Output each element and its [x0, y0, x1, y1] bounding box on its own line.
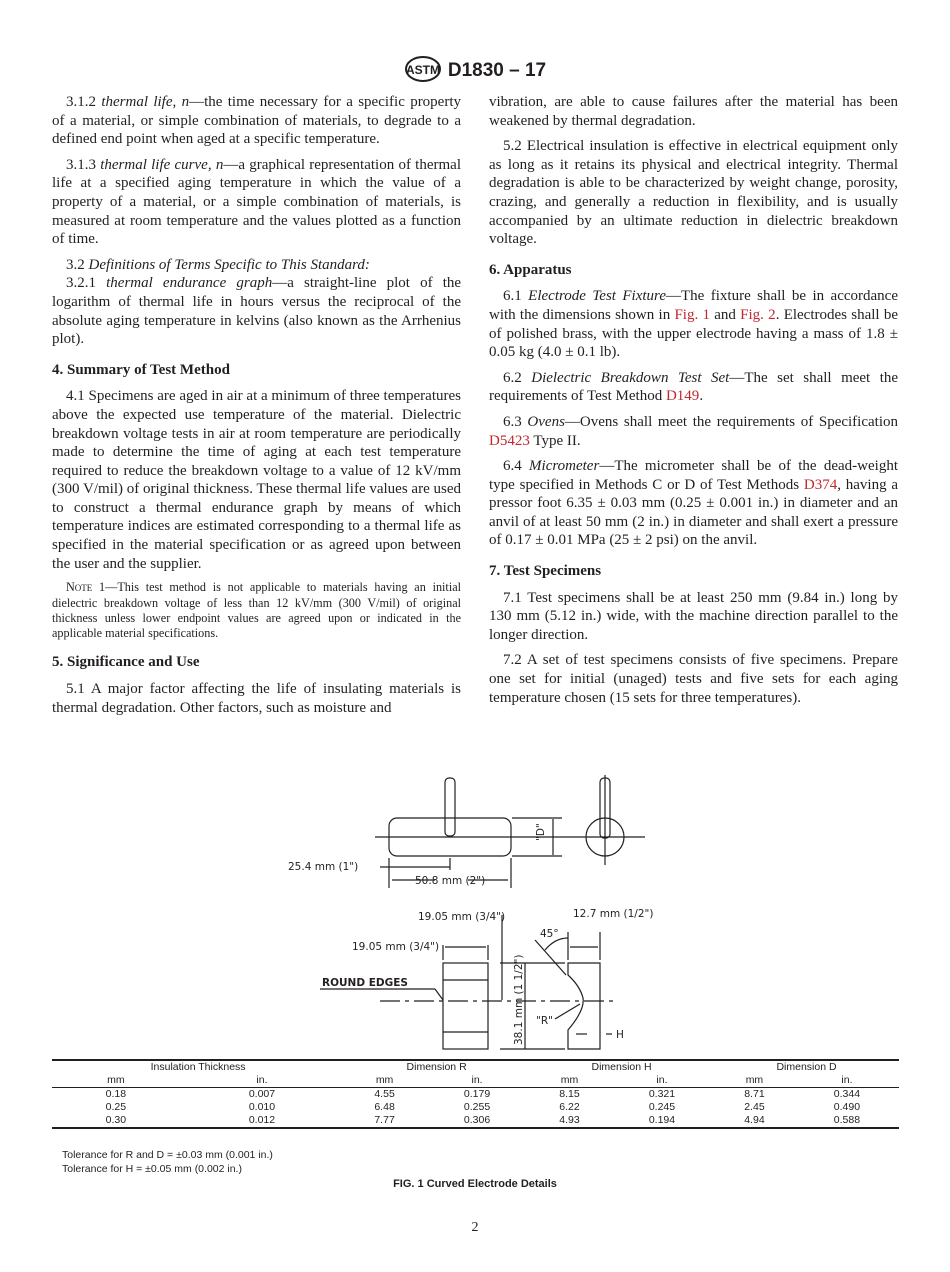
unit-header: in.: [180, 1074, 344, 1088]
table-cell: 0.490: [833, 1101, 861, 1113]
table-row: [52, 1088, 899, 1102]
table-cell: 6.22: [559, 1101, 580, 1113]
para-7-1: 7.1 Test specimens shall be at least 250 mm (9.84 in.) long by 130 mm (5.12 in.) wide, with the machine direction parallel to the longer direction.: [489, 589, 898, 643]
dimension-r-label: "R": [536, 1015, 553, 1027]
unit-header: mm: [714, 1074, 795, 1088]
section-6-heading: 6. Apparatus: [489, 261, 572, 278]
para-6-1: 6.1 Electrode Test Fixture—The fixture shall be in accordance with the dimensions shown in Fig. 1 and Fig. 2. Electrodes shall be of polished brass, with the upper electrode having a mass of 1.8 ± 0.05 kg (4.0 ± 0.1 lb).: [489, 288, 898, 361]
tolerance-notes: Tolerance for R and D = ±0.03 mm (0.001 in.) Tolerance for H = ±0.05 mm (0.002 in.): [62, 1149, 273, 1175]
table-cell: 0.321: [648, 1088, 676, 1100]
para-3-1-2: 3.1.2 thermal life, n—the time necessary for a specific property of a material, or simple combination of materials, to degrade to a defined end point when aged at a specific temperature.: [52, 94, 462, 148]
dim-38-1-label: 38.1 mm (1 1/2"): [513, 954, 525, 1045]
unit-header: in.: [425, 1074, 529, 1088]
table-row: [52, 1114, 899, 1128]
left-column: [52, 93, 461, 724]
para-6-2: 6.2 Dielectric Breakdown Test Set—The set shall meet the requirements of Test Method D149.: [489, 369, 899, 405]
table-cell: 4.55: [374, 1088, 395, 1100]
dim-19-05-left-label: 19.05 mm (3/4"): [352, 941, 440, 953]
dim-25-4-label: 25.4 mm (1"): [288, 861, 359, 873]
para-3-2-1: 3.2.1 thermal endurance graph—a straight-line plot of the logarithm of thermal life in hours versus the reciprocal of the absolute aging temperature in kelvins (also known as the Arrhenius plot).: [52, 275, 462, 348]
table-cell: 7.77: [374, 1114, 395, 1126]
para-7-2: 7.2 A set of test specimens consists of five specimens. Prepare one set for initial (unaged) tests and five sets for each aging temperature chosen (15 sets for three temperatures).: [489, 652, 898, 706]
table-cell: 0.179: [463, 1088, 491, 1100]
standard-designation: D1830 – 17: [447, 60, 547, 81]
electrode-drawing: [288, 770, 660, 1050]
table-cell: 0.245: [648, 1101, 676, 1113]
d374-link[interactable]: D374: [803, 476, 838, 493]
dim-19-05-top-label: 19.05 mm (3/4"): [418, 911, 506, 923]
dimension-h-label: H: [616, 1029, 624, 1041]
table-cell: 0.30: [105, 1114, 127, 1126]
table-cell: 8.71: [744, 1088, 765, 1100]
table-cell: 2.45: [744, 1101, 765, 1113]
fig-1-link[interactable]: Fig. 1: [674, 306, 710, 323]
figure-caption: FIG. 1 Curved Electrode Details: [393, 1178, 557, 1190]
d149-link[interactable]: D149: [665, 388, 700, 405]
table-row: [52, 1101, 899, 1114]
table-cell: 0.18: [105, 1088, 127, 1100]
fig-2-link[interactable]: Fig. 2: [740, 306, 776, 323]
para-5-1-cont: vibration, are able to cause failures after the material has been weakened by thermal degradation.: [489, 94, 898, 129]
table-cell: 0.007: [248, 1088, 276, 1100]
para-6-3: 6.3 Ovens—Ovens shall meet the requirements of Specification D5423 Type II.: [489, 413, 898, 449]
table-cell: 8.15: [559, 1088, 580, 1100]
right-column: [489, 93, 898, 714]
unit-header: in.: [610, 1074, 714, 1088]
page-header: [0, 56, 950, 82]
table-cell: 0.012: [248, 1114, 276, 1126]
unit-header: in.: [795, 1074, 899, 1088]
dimension-d-label: "D": [535, 823, 547, 841]
dim-12-7-label: 12.7 mm (1/2"): [573, 908, 654, 920]
para-5-1: 5.1 A major factor affecting the life of insulating materials is thermal degradation. Other factors, such as moisture and: [52, 681, 461, 716]
table-cell: 0.255: [463, 1101, 491, 1113]
svg-text:ASTM: ASTM: [405, 63, 440, 77]
para-3-1-3: 3.1.3 thermal life curve, n—a graphical representation of thermal life at a specified aging temperature in which the value of a property of a material, or a simple combination of materials, is measured at room temperature and the values plotted as a function of time.: [52, 156, 461, 248]
units-row: [52, 1074, 899, 1088]
para-6-4: 6.4 Micrometer—The micrometer shall be of the dead-weight type specified in Methods C or D of Test Methods D374, having a pressor foot 6.35 ± 0.03 mm (0.25 ± 0.001 in.) in diameter and an anvil of at least 50 mm (2 in.) in diameter and shall exert a pressure of 0.17 ± 0.01 MPa (25 ± 2 psi) on the anvil.: [489, 458, 899, 549]
table-cell: 0.306: [463, 1114, 491, 1126]
d5423-link[interactable]: D5423: [489, 432, 530, 449]
para-4-1: 4.1 Specimens are aged in air at a minimum of three temperatures above the expected use temperature of the material. Dielectric breakdown voltage tests in air at room temperature are periodically made to determine the time of aging at each test temperature required to reduce the breakdown voltage to a value of 12 kV/mm (300 V/mil) of original thickness. These thermal life values are used to construct a thermal endurance graph by means of which temperature indices are estimated corresponding to a thermal life as specified in the material specification or as agreed upon between the user and the supplier.: [52, 388, 461, 572]
angle-45-label: 45°: [540, 928, 559, 940]
unit-header: mm: [344, 1074, 425, 1088]
unit-header: mm: [52, 1074, 180, 1088]
para-5-2: 5.2 Electrical insulation is effective in electrical equipment only as long as it retains its physical and electrical integrity. Thermal degradation is able to be characterized by weight change, porosity, crazing, and generally a reduction in flexibility, and is usually accompanied by an ultimate reduction in dielectric breakdown voltage.: [489, 138, 898, 248]
note-1: Note 1—This test method is not applicable to materials having an initial dielectric breakdown voltage of less than 12 kV/mm (300 V/mil) of original thickness unless lower endpoint values are agreed upon or indicated in the applicable material specifications.: [52, 580, 461, 641]
table-cell: 4.93: [559, 1114, 580, 1126]
section-4-heading: 4. Summary of Test Method: [52, 361, 230, 378]
table-cell: 6.48: [374, 1101, 395, 1113]
table-cell: 0.588: [833, 1114, 861, 1126]
dimensions-table: Insulation Thickness Dimension R Dimension H Dimension D mm in. mm in. mm in. mm in. 0.18 0.007 4.55 0.179 8.15 0.321 8.71 0.344 0.25 0.010 6.48 0.255 6.22 0.245 2.45 0.490 0.30 0.012 7.77 0.306 4.93 0.194 4.94 0.588: [52, 1059, 899, 1129]
para-3-2: 3.2 Definitions of Terms Specific to This Standard:: [66, 256, 370, 273]
round-edges-label: ROUND EDGES: [322, 977, 408, 989]
table-cell: 0.010: [248, 1101, 276, 1113]
unit-header: mm: [529, 1074, 610, 1088]
section-7-heading: 7. Test Specimens: [489, 563, 602, 580]
table-cell: 0.194: [648, 1114, 676, 1126]
page-number: 2: [471, 1220, 479, 1235]
astm-logo-icon: [404, 56, 442, 82]
table-cell: 0.344: [833, 1088, 861, 1100]
dim-50-8-label: 50.8 mm (2"): [415, 875, 486, 887]
section-5-heading: 5. Significance and Use: [52, 654, 200, 671]
table-cell: 0.25: [105, 1101, 127, 1113]
table-cell: 4.94: [744, 1114, 765, 1126]
